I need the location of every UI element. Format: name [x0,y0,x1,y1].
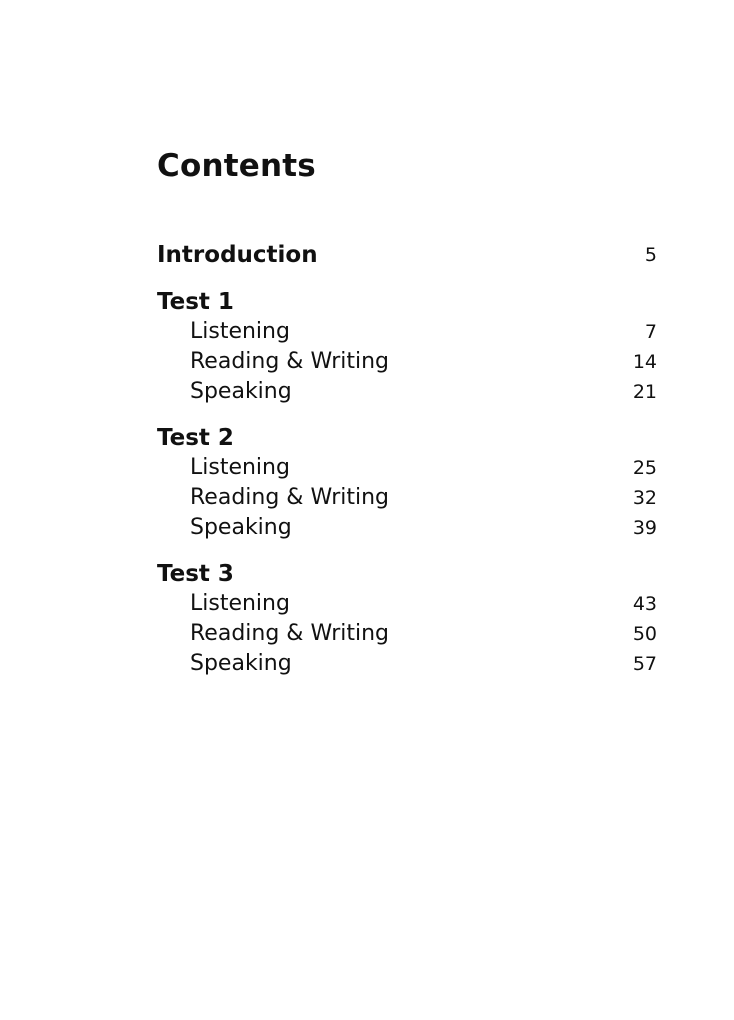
toc-entry [157,377,657,407]
toc-page-number: 14 [632,351,657,373]
toc-section-heading [157,423,657,453]
toc-page-number: 7 [644,321,657,343]
toc-page-number: 43 [632,593,657,615]
toc-page-number: 21 [632,381,657,403]
toc-entry [157,453,657,483]
toc-entry [157,589,657,619]
toc-entry-label: Speaking [190,651,292,676]
toc-entry-introduction [157,240,657,270]
table-of-contents [157,240,657,679]
toc-entry-label: Reading & Writing [190,621,390,646]
toc-section-heading-label: Test 2 [157,425,234,451]
toc-entry-label: Listening [190,319,290,344]
toc-section-heading [157,287,657,317]
toc-section-test-2 [157,423,657,543]
toc-entry [157,619,657,649]
toc-page-number: 50 [632,623,657,645]
toc-entry [157,483,657,513]
toc-page-number: 5 [644,244,657,266]
toc-page-number: 57 [632,653,657,675]
toc-entry-label: Reading & Writing [190,349,390,374]
toc-entry [157,649,657,679]
toc-entry-label: Listening [190,455,290,480]
toc-entry [157,513,657,543]
toc-entry-label: Speaking [190,515,292,540]
toc-section-heading-label: Test 1 [157,289,234,315]
toc-entry [157,317,657,347]
toc-page-number: 39 [632,517,657,539]
page-title: Contents [157,148,316,184]
toc-entry [157,347,657,377]
toc-page-number: 25 [632,457,657,479]
toc-section-heading [157,559,657,589]
toc-entry-label: Speaking [190,379,292,404]
toc-entry-label: Reading & Writing [190,485,390,510]
toc-section-test-3 [157,559,657,679]
toc-entry-label: Introduction [157,242,318,268]
toc-entry-label: Listening [190,591,290,616]
toc-page-number: 32 [632,487,657,509]
toc-section-heading-label: Test 3 [157,561,234,587]
toc-section-test-1 [157,287,657,407]
